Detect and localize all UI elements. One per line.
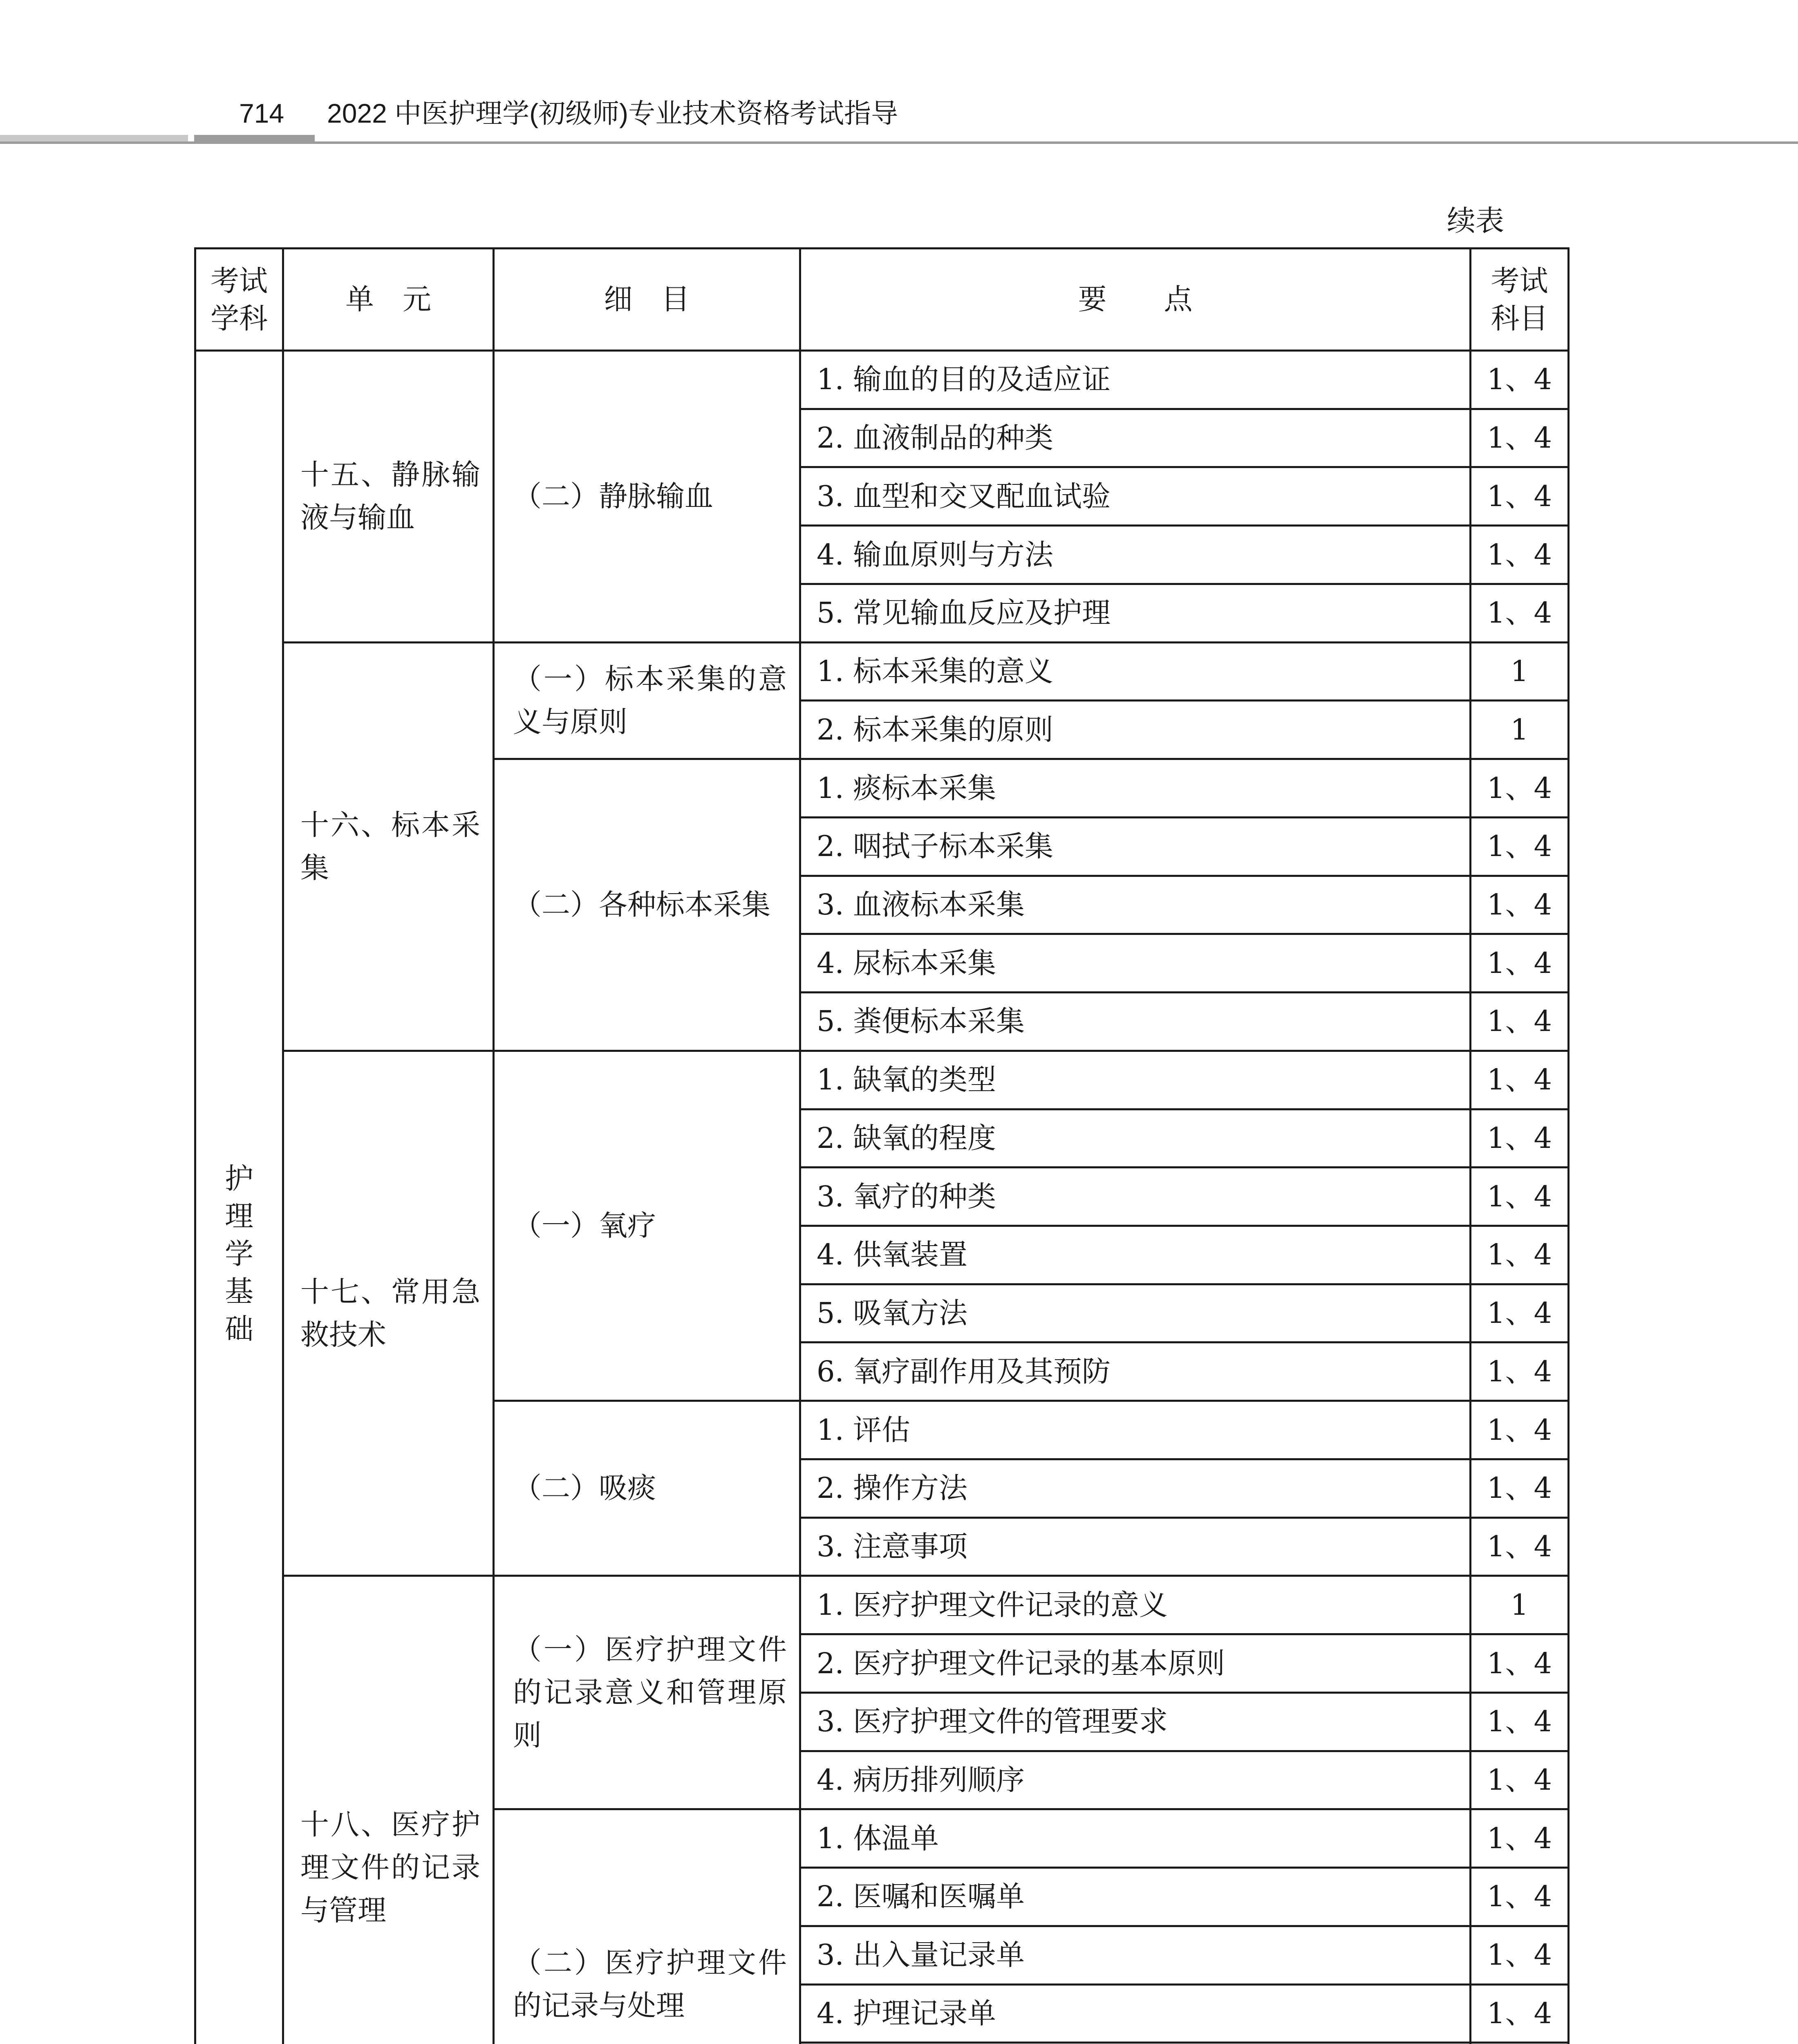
table-row [195,642,1569,701]
exam-subject-cell: 1、4 [1471,526,1569,584]
header-exam-subject: 考试科目 [1471,249,1569,351]
point-cell: 4. 护理记录单 [800,1984,1471,2043]
unit-cell: 十七、常用急救技术 [283,1051,494,1576]
book-title: 2022 中医护理学(初级师)专业技术资格考试指导 [327,98,898,128]
exam-subject-cell: 1、4 [1471,1051,1569,1109]
detail-cell: （二）医疗护理文件的记录与处理 [494,1809,800,2044]
detail-cell: （二）吸痰 [494,1401,800,1576]
point-cell: 3. 医疗护理文件的管理要求 [800,1692,1471,1751]
exam-subject-cell: 1、4 [1471,1168,1569,1226]
exam-subject-cell: 1、4 [1471,759,1569,818]
subject-label: 护理学基础 [225,1161,253,1346]
point-cell: 3. 注意事项 [800,1517,1471,1576]
detail-cell: （一）氧疗 [494,1051,800,1401]
exam-subject-cell: 1、4 [1471,1226,1569,1284]
exam-subject-cell: 1、4 [1471,1342,1569,1401]
point-cell: 4. 输血原则与方法 [800,526,1471,584]
point-cell: 2. 医疗护理文件记录的基本原则 [800,1634,1471,1693]
point-cell: 2. 医嘱和医嘱单 [800,1868,1471,1926]
point-cell: 4. 供氧装置 [800,1226,1471,1284]
exam-subject-cell: 1、4 [1471,409,1569,467]
table-continued-label: 续表 [1447,204,1504,238]
exam-subject-cell: 1、4 [1471,817,1569,876]
point-cell: 3. 血液标本采集 [800,876,1471,934]
exam-subject-cell: 1、4 [1471,1459,1569,1517]
exam-subject-cell: 1、4 [1471,993,1569,1051]
point-cell: 2. 操作方法 [800,1459,1471,1517]
exam-subject-cell: 1 [1471,1576,1569,1634]
point-cell: 1. 输血的目的及适应证 [800,351,1471,409]
detail-cell: （一）标本采集的意义与原则 [494,642,800,759]
exam-subject-cell: 1、4 [1471,1284,1569,1342]
table-row [195,351,1569,409]
exam-subject-cell: 1、4 [1471,1109,1569,1168]
exam-subject-cell: 1、4 [1471,351,1569,409]
point-cell: 3. 血型和交叉配血试验 [800,467,1471,526]
header-rule [0,141,1798,144]
point-cell: 4. 尿标本采集 [800,934,1471,993]
exam-subject-cell: 1、4 [1471,1868,1569,1926]
detail-cell: （二）静脉输血 [494,351,800,643]
exam-subject-cell: 1、4 [1471,1634,1569,1693]
point-cell: 1. 评估 [800,1401,1471,1459]
point-cell: 4. 病历排列顺序 [800,1751,1471,1809]
point-cell: 2. 咽拭子标本采集 [800,817,1471,876]
page-number: 714 [239,98,284,128]
exam-subject-cell: 1、4 [1471,934,1569,993]
syllabus-table [194,247,1570,2044]
unit-cell: 十六、标本采集 [283,642,494,1051]
point-cell: 3. 氧疗的种类 [800,1168,1471,1226]
header-subject: 考试学科 [195,249,283,351]
point-cell: 1. 医疗护理文件记录的意义 [800,1576,1471,1634]
header-unit: 单 元 [283,249,494,351]
point-cell: 1. 体温单 [800,1809,1471,1868]
unit-cell: 十五、静脉输液与输血 [283,351,494,643]
point-cell: 1. 缺氧的类型 [800,1051,1471,1109]
exam-subject-cell: 1、4 [1471,1401,1569,1459]
table-header-row [195,249,1569,351]
detail-cell: （一）医疗护理文件的记录意义和管理原则 [494,1576,800,1809]
table-body [195,351,1569,2044]
exam-subject-cell: 1、4 [1471,1926,1569,1984]
unit-cell: 十八、医疗护理文件的记录与管理 [283,1576,494,2044]
exam-subject-cell: 1、4 [1471,876,1569,934]
exam-subject-cell: 1、4 [1471,584,1569,642]
point-cell: 2. 缺氧的程度 [800,1109,1471,1168]
header-detail: 细 目 [494,249,800,351]
exam-subject-cell: 1、4 [1471,1809,1569,1868]
point-cell: 1. 标本采集的意义 [800,642,1471,701]
point-cell: 2. 血液制品的种类 [800,409,1471,467]
exam-subject-cell: 1、4 [1471,467,1569,526]
subject-cell [195,351,283,2044]
point-cell: 1. 痰标本采集 [800,759,1471,818]
detail-cell: （二）各种标本采集 [494,759,800,1051]
table-row [195,1051,1569,1109]
exam-subject-cell: 1、4 [1471,1751,1569,1809]
point-cell: 5. 吸氧方法 [800,1284,1471,1342]
exam-subject-cell: 1、4 [1471,1984,1569,2043]
exam-subject-cell: 1 [1471,642,1569,701]
page-header [0,0,1798,155]
point-cell: 2. 标本采集的原则 [800,701,1471,759]
header-point: 要 点 [800,249,1471,351]
point-cell: 6. 氧疗副作用及其预防 [800,1342,1471,1401]
table-row [195,1576,1569,1634]
exam-subject-cell: 1、4 [1471,1517,1569,1576]
point-cell: 5. 常见输血反应及护理 [800,584,1471,642]
exam-subject-cell: 1 [1471,701,1569,759]
exam-subject-cell: 1、4 [1471,1692,1569,1751]
point-cell: 5. 粪便标本采集 [800,993,1471,1051]
point-cell: 3. 出入量记录单 [800,1926,1471,1984]
